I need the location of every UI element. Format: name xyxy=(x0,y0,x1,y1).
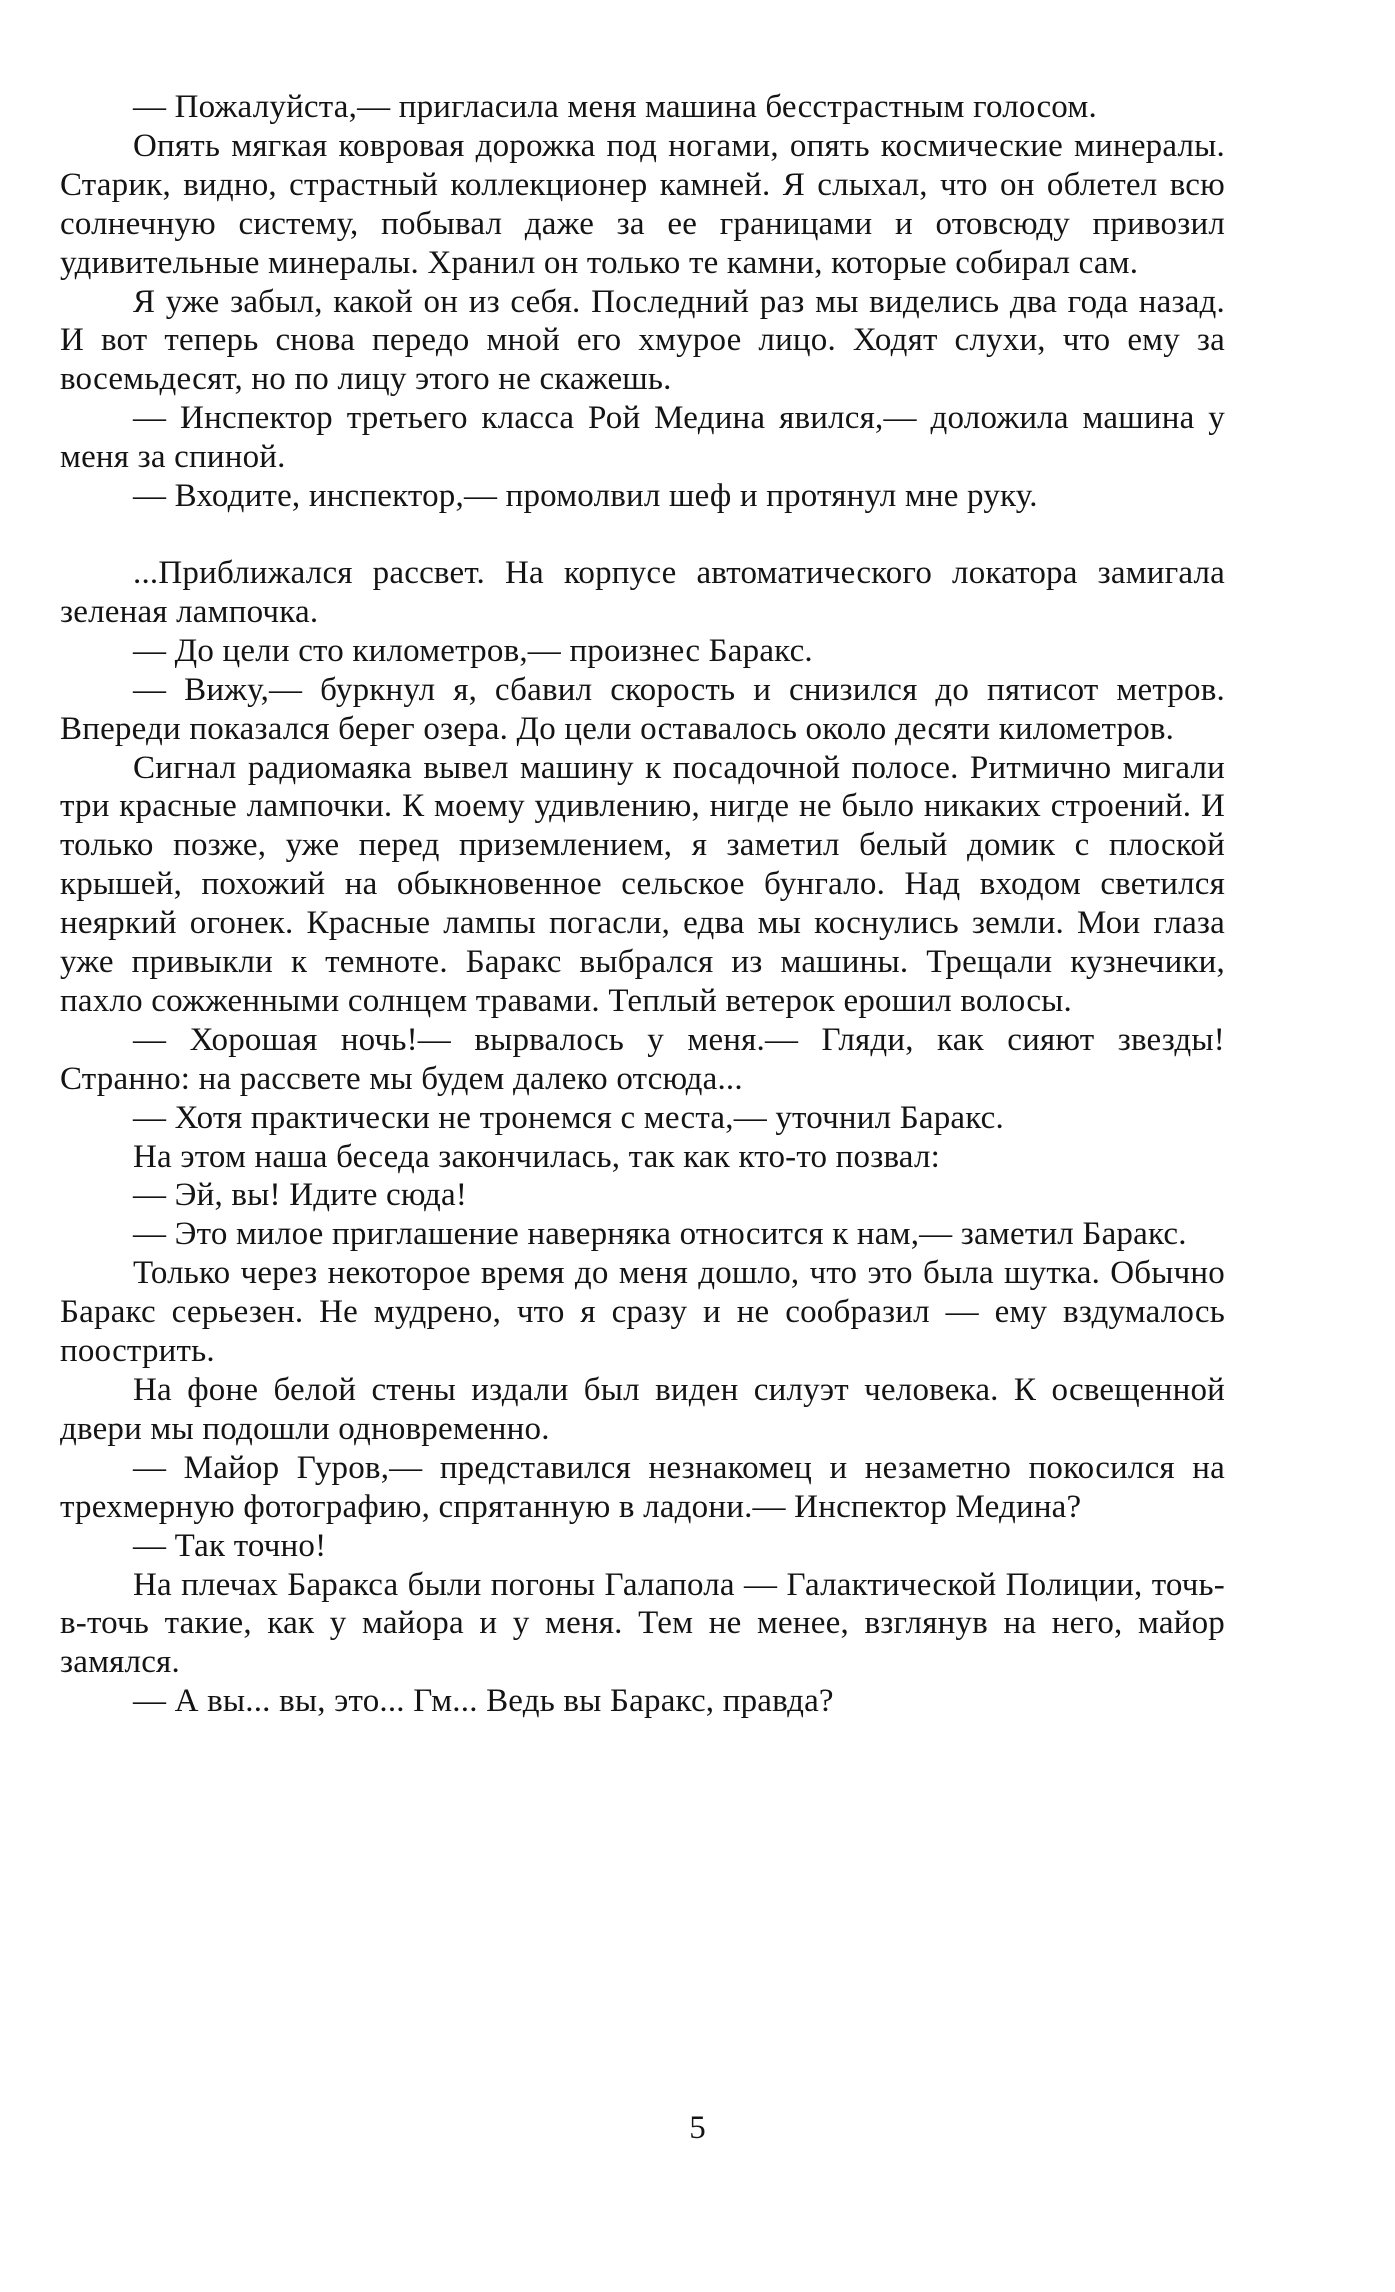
paragraph: — А вы... вы, это... Гм... Ведь вы Баракс, правда? xyxy=(133,1683,834,1720)
paragraph: На фоне белой стены издали был виден силуэт человека. К освещенной двери мы подошли одновременно. xyxy=(60,1372,1225,1447)
paragraph: — Так точно! xyxy=(133,1527,327,1564)
paragraph: Только через некоторое время до меня дошло, что это была шутка. Обычно Баракс серьезен. Не мудрено, что я сразу и не сообразил — ему вздумалось поострить. xyxy=(60,1255,1225,1370)
page-text xyxy=(60,88,1225,1721)
page-number: 5 xyxy=(689,2110,706,2146)
paragraph: — Эй, вы! Идите сюда! xyxy=(133,1177,468,1214)
paragraph: — Входите, инспектор,— промолвил шеф и протянул мне руку. xyxy=(133,478,1038,515)
paragraph: ...Приближался рассвет. На корпусе автоматического локатора замигала зеленая лампочка. xyxy=(60,554,1225,630)
paragraph: Опять мягкая ковровая дорожка под ногами, опять космические минералы. Старик, видно, страстный коллекционер камней. Я слыхал, что он облетел всю солнечную систему, побывал даже за ее границами и отовсюду привозил удивительные минералы. Хранил он только те камни, которые собирал сам. xyxy=(60,127,1225,281)
paragraph: — До цели сто километров,— произнес Баракс. xyxy=(133,632,813,669)
paragraph: — Это милое приглашение наверняка относится к нам,— заметил Баракс. xyxy=(133,1216,1187,1253)
paragraph: — Майор Гуров,— представился незнакомец и незаметно покосился на трехмерную фотографию, спрятанную в ладони.— Инспектор Медина? xyxy=(60,1449,1225,1525)
paragraph: На этом наша беседа закончилась, так как кто-то позвал: xyxy=(133,1138,940,1175)
paragraph: На плечах Баракса были погоны Галапола — Галактической Полиции, точь-в-точь такие, как у майора и у меня. Тем не менее, взглянув на него, майор замялся. xyxy=(60,1566,1225,1681)
paragraph: Я уже забыл, какой он из себя. Последний раз мы виделись два года назад. И вот теперь снова передо мной его хмурое лицо. Ходят слухи, что ему за восемьдесят, но по лицу этого не скажешь. xyxy=(60,283,1225,398)
paragraph: Сигнал радиомаяка вывел машину к посадочной полосе. Ритмично мигали три красные лампочки. К моему удивлению, нигде не было никаких строений. И только позже, уже перед приземлением, я заметил белый домик с плоской крышей, похожий на обыкновенное сельское бунгало. Над входом светился неяркий огонек. Красные лампы погасли, едва мы коснулись земли. Мои глаза уже привыкли к темноте. Баракс выбрался из машины. Трещали кузнечики, пахло сожженными солнцем травами. Теплый ветерок ерошил волосы. xyxy=(60,749,1225,1019)
paragraph: — Хорошая ночь!— вырвалось у меня.— Гляди, как сияют звезды! Странно: на рассвете мы будем далеко отсюда... xyxy=(60,1021,1225,1097)
paragraph: — Инспектор третьего класса Рой Медина явился,— доложила машина у меня за спиной. xyxy=(60,400,1225,476)
paragraph: — Вижу,— буркнул я, сбавил скорость и снизился до пятисот метров. Впереди показался берег озера. До цели оставалось около десяти километров. xyxy=(60,671,1225,747)
paragraph: — Хотя практически не тронемся с места,— уточнил Баракс. xyxy=(133,1099,1004,1136)
paragraph: — Пожалуйста,— пригласила меня машина бесстрастным голосом. xyxy=(133,89,1097,125)
